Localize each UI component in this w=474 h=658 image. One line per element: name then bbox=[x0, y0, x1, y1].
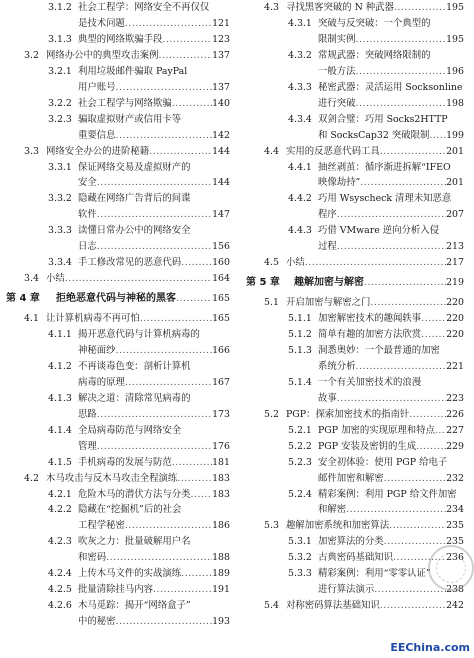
toc-entry-title: 巧借 VMware 逆向分析入侵 bbox=[318, 225, 439, 237]
toc-entry-number: 4.4.3 bbox=[288, 225, 312, 237]
dot-leader bbox=[370, 297, 446, 309]
toc-entry-title: 木马觅踪：揭开“网络盒子” bbox=[78, 600, 191, 612]
toc-entry-title: 日志 bbox=[78, 241, 97, 253]
toc-entry-number: 5.1.3 bbox=[288, 344, 312, 356]
dot-leader bbox=[305, 257, 446, 269]
toc-entry-number: 3.4 bbox=[24, 273, 39, 285]
toc-entry-title: 让计算机病毒不再可怕 bbox=[46, 313, 140, 325]
toc-page-number: 176 bbox=[212, 440, 230, 452]
toc-entry-title: 隐藏在网络广告背后的间谍 bbox=[78, 193, 191, 205]
toc-entry-number: 3.3.1 bbox=[48, 161, 72, 173]
toc-entry-title: 加密解密技术的趣闻轶事 bbox=[318, 313, 422, 325]
toc-entry-title: 中的秘密 bbox=[78, 616, 116, 628]
dot-leader bbox=[153, 584, 212, 596]
toc-entry-title: 保证网络交易及虚拟财产的 bbox=[78, 161, 191, 173]
toc-entry-number: 5.2.4 bbox=[288, 488, 312, 500]
dot-leader bbox=[394, 2, 446, 14]
toc-entry-number: 第 5 章 bbox=[246, 277, 280, 289]
toc-page-number: 173 bbox=[212, 408, 230, 420]
toc-entry-title: 寻找黑客突破的 N 种武器 bbox=[286, 2, 394, 13]
toc-page-number: 223 bbox=[446, 392, 464, 404]
toc-page-number: 137 bbox=[212, 81, 230, 93]
toc-entry-number: 3.3 bbox=[24, 145, 39, 157]
toc-entry-title: 简单有趣的加密方法欣赏 bbox=[318, 329, 422, 340]
toc-entry-title: PGP 安装及密钥的生成 bbox=[318, 440, 417, 452]
toc-entry-title: 社会工程学与网络欺骗 bbox=[78, 97, 172, 109]
toc-entry-title: 隐藏在“挖掘机”后的社会 bbox=[78, 504, 182, 516]
toc-entry-title: 用户账号 bbox=[78, 81, 116, 93]
toc-page-number: 213 bbox=[446, 241, 464, 253]
toc-entry-title: 工程学秘密 bbox=[78, 520, 125, 532]
toc-entry-title: 小结 bbox=[46, 273, 65, 285]
toc-entry-title: 进行突破 bbox=[318, 97, 356, 109]
toc-page-number: 142 bbox=[212, 129, 230, 141]
site-watermark: EEChina.com bbox=[390, 641, 470, 654]
dot-leader bbox=[384, 473, 446, 485]
dot-leader bbox=[191, 489, 213, 501]
dot-leader bbox=[421, 329, 446, 341]
dot-leader bbox=[106, 552, 212, 564]
toc-entry-title: 程序 bbox=[318, 209, 337, 221]
toc-entry-title: 骗取虚拟财产或信用卡等 bbox=[78, 113, 182, 125]
toc-page-number: 207 bbox=[446, 209, 464, 221]
toc-page-number: 188 bbox=[212, 552, 230, 564]
dot-leader bbox=[116, 616, 213, 628]
toc-entry-number: 4.1 bbox=[24, 313, 39, 325]
toc-entry-title: 映像劫持” bbox=[318, 177, 361, 189]
toc-page-number: 167 bbox=[212, 376, 230, 388]
dot-leader bbox=[181, 568, 212, 580]
dot-leader bbox=[384, 536, 446, 548]
toc-entry-number: 4.2.1 bbox=[48, 488, 72, 500]
toc-entry-title: 限制实例 bbox=[318, 33, 356, 45]
toc-entry-title: 实用的反恶意代码工具 bbox=[286, 145, 380, 157]
toc-page-number: 219 bbox=[446, 277, 464, 289]
toc-entry-number: 4.2.3 bbox=[48, 536, 72, 548]
toc-entry-title: 和解密 bbox=[318, 504, 347, 516]
dot-leader bbox=[380, 600, 446, 612]
dot-leader bbox=[162, 34, 212, 46]
toc-entry-number: 5.1.2 bbox=[288, 329, 312, 340]
toc-page-number: 226 bbox=[446, 408, 464, 420]
toc-entry-number: 5.1 bbox=[264, 297, 279, 309]
toc-entry-number: 4.1.2 bbox=[48, 360, 72, 372]
dot-leader bbox=[364, 277, 446, 289]
toc-page-number: 199 bbox=[446, 129, 464, 141]
dot-leader bbox=[337, 241, 446, 253]
toc-page-number: 165 bbox=[212, 293, 230, 305]
dot-leader bbox=[97, 241, 212, 253]
toc-entry-number: 3.2.2 bbox=[48, 97, 72, 109]
toc-entry-number: 3.3.4 bbox=[48, 257, 72, 269]
dot-leader bbox=[159, 50, 213, 62]
toc-page-number: 198 bbox=[446, 97, 464, 109]
toc-page-number: 193 bbox=[212, 616, 230, 628]
toc-page-number: 164 bbox=[212, 273, 230, 285]
toc-page-number: 238 bbox=[446, 584, 464, 596]
toc-page-number: 221 bbox=[446, 360, 464, 372]
toc-page-number: 232 bbox=[446, 472, 464, 484]
toc-entry-number: 4.2.2 bbox=[48, 504, 72, 516]
toc-entry-title: 进行算法演示 bbox=[318, 584, 375, 596]
dot-leader bbox=[356, 66, 447, 78]
toc-entry-number: 4.3.3 bbox=[288, 81, 312, 93]
toc-entry-number: 5.3 bbox=[264, 520, 279, 532]
toc-page-number: 183 bbox=[212, 488, 230, 500]
dot-leader bbox=[116, 82, 213, 94]
toc-entry-title: 社会工程学：网络安全不再仅仅 bbox=[78, 2, 210, 13]
toc-entry-title: 不再谈毒色变：剖析计算机 bbox=[78, 360, 191, 372]
toc-entry-title: 系统分析 bbox=[318, 360, 356, 372]
toc-page-number: 201 bbox=[446, 145, 464, 157]
toc-page-number: 234 bbox=[446, 504, 464, 516]
toc-entry-title: 上传木马文件的实战演练 bbox=[78, 568, 182, 580]
toc-entry-number: 3.3.2 bbox=[48, 193, 72, 205]
toc-entry-title: 小结 bbox=[286, 257, 305, 269]
toc-page-number: 144 bbox=[212, 145, 230, 157]
toc-entry-title: 批量清除挂马内容 bbox=[78, 584, 154, 596]
toc-entry-title: 巧用 Wsyscheck 清理未知恶意 bbox=[318, 193, 452, 205]
toc-entry-number: 4.3.2 bbox=[288, 49, 312, 61]
toc-entry-title: 一般方法 bbox=[318, 65, 356, 77]
toc-entry-title: 邮件加密和解密 bbox=[318, 472, 384, 484]
dot-leader bbox=[97, 409, 212, 421]
toc-entry-number: 4.2 bbox=[24, 472, 39, 484]
toc-entry-title: 利用垃圾邮件骗取 PayPal bbox=[78, 65, 188, 77]
toc-entry-title: 和密码 bbox=[78, 552, 107, 564]
dot-leader bbox=[356, 361, 447, 373]
dot-leader bbox=[337, 209, 446, 221]
toc-entry-title: PGP：探索加密技术的指南针 bbox=[286, 408, 410, 420]
toc-entry-number: 3.3.3 bbox=[48, 225, 72, 237]
dot-leader bbox=[140, 313, 212, 325]
toc-entry-title: 加密算法的分类 bbox=[318, 536, 384, 548]
dot-leader bbox=[356, 98, 447, 110]
dot-leader bbox=[429, 130, 446, 142]
toc-entry-title: 手机病毒的发展与防范 bbox=[78, 456, 172, 468]
toc-entry-title: 安全 bbox=[78, 177, 97, 189]
dot-leader bbox=[97, 441, 212, 453]
toc-entry-number: 5.2.3 bbox=[288, 456, 312, 468]
toc-entry-number: 4.1.3 bbox=[48, 392, 72, 404]
dot-leader bbox=[149, 146, 212, 158]
toc-entry-title: 趣解加密系统和加密算法 bbox=[286, 520, 390, 532]
dot-leader bbox=[125, 520, 212, 532]
toc-entry-title: 洞悉奥妙：一个最普通的加密 bbox=[318, 344, 440, 356]
toc-entry-number: 4.3 bbox=[264, 2, 279, 13]
toc-entry-number: 5.1.1 bbox=[288, 313, 312, 325]
toc-entry-title: 精彩案例：利用 PGP 给文件加密 bbox=[318, 488, 457, 500]
dot-leader bbox=[97, 177, 212, 189]
toc-entry-title: 是技术问题 bbox=[78, 17, 125, 29]
dot-leader bbox=[435, 425, 446, 437]
toc-entry-title: 全局病毒防范与网络安全 bbox=[78, 424, 182, 436]
toc-entry-number: 4.1.5 bbox=[48, 456, 72, 468]
toc-entry-title: 危险木马的潜伏方法与分类 bbox=[78, 488, 191, 500]
toc-page-number: 227 bbox=[446, 424, 464, 436]
toc-page-number: 181 bbox=[212, 456, 230, 468]
dot-leader bbox=[409, 409, 446, 421]
toc-page-number: 160 bbox=[212, 257, 230, 269]
toc-page-number: 201 bbox=[446, 177, 464, 189]
toc-page-number: 121 bbox=[212, 17, 230, 29]
toc-page-number: 186 bbox=[212, 520, 230, 532]
toc-entry-number: 4.4.1 bbox=[288, 161, 312, 173]
toc-page-number: 147 bbox=[212, 209, 230, 221]
toc-entry-title: 典型的网络欺骗手段 bbox=[78, 33, 163, 45]
toc-entry-title: 突破与反突破：一个典型的 bbox=[318, 17, 431, 29]
dot-leader bbox=[389, 520, 446, 532]
toc-entry-title: 管理 bbox=[78, 440, 97, 452]
dot-leader bbox=[97, 209, 212, 221]
toc-entry-title: 拒绝恶意代码与神秘的黑客 bbox=[56, 293, 176, 305]
toc-entry-number: 5.2.2 bbox=[288, 440, 312, 452]
toc-entry-number: 5.3.2 bbox=[288, 552, 312, 564]
toc-page-number: 166 bbox=[212, 344, 230, 356]
toc-entry-title: 病毒的原理 bbox=[78, 376, 125, 388]
toc-entry-number: 4.3.4 bbox=[288, 113, 312, 125]
toc-entry-number: 3.2.1 bbox=[48, 65, 72, 77]
toc-page-number: 235 bbox=[446, 536, 464, 548]
toc-entry-number: 4.1.4 bbox=[48, 424, 72, 436]
toc-entry-number: 4.2.5 bbox=[48, 584, 72, 596]
toc-entry-title: 秘密武器：灵活运用 Socksonline bbox=[318, 81, 463, 93]
toc-entry-title: 趣解加密与解密 bbox=[294, 277, 364, 289]
toc-entry-number: 3.1.2 bbox=[48, 2, 72, 13]
toc-entry-number: 第 4 章 bbox=[6, 293, 40, 305]
toc-entry-title: 古典密码基础知识 bbox=[318, 552, 394, 564]
dot-leader bbox=[116, 130, 213, 142]
dot-leader bbox=[360, 177, 446, 189]
toc-entry-title: 抽丝剥茧：循序渐进拆解“IFEO bbox=[318, 161, 451, 173]
toc-entry-title: 开启加密与解密之门 bbox=[286, 297, 371, 309]
dot-leader bbox=[172, 457, 212, 469]
toc-page-number: 165 bbox=[212, 313, 230, 325]
dot-leader bbox=[380, 146, 446, 158]
toc-entry-number: 4.2.4 bbox=[48, 568, 72, 580]
library-stamp bbox=[428, 545, 474, 591]
toc-entry-number: 4.1.1 bbox=[48, 329, 72, 340]
toc-page-number: 242 bbox=[446, 600, 464, 612]
toc-page-number: 236 bbox=[446, 552, 464, 564]
dot-leader bbox=[125, 377, 212, 389]
toc-page-number: 123 bbox=[212, 33, 230, 45]
toc-page-number: 195 bbox=[446, 33, 464, 45]
toc-entry-title: 揭开恶意代码与计算机病毒的 bbox=[78, 329, 200, 340]
toc-entry-title: 神秘面纱 bbox=[78, 344, 116, 356]
dot-leader bbox=[172, 98, 212, 110]
dot-leader bbox=[356, 34, 447, 46]
toc-entry-number: 3.2 bbox=[24, 49, 39, 61]
toc-page-number: 183 bbox=[212, 472, 230, 484]
toc-entry-number: 5.1.4 bbox=[288, 376, 312, 388]
toc-entry-title: 网络安全办公的进阶秘籍 bbox=[46, 145, 150, 157]
toc-entry-number: 4.4.2 bbox=[288, 193, 312, 205]
toc-entry-number: 3.1.3 bbox=[48, 33, 72, 45]
dot-leader bbox=[125, 18, 212, 30]
toc-page-number: 217 bbox=[446, 257, 464, 269]
toc-entry-number: 5.2 bbox=[264, 408, 279, 420]
toc-page-number: 191 bbox=[212, 584, 230, 596]
toc-page-number: 144 bbox=[212, 177, 230, 189]
dot-leader bbox=[176, 293, 212, 305]
dot-leader bbox=[421, 313, 446, 325]
toc-entry-title: 过程 bbox=[318, 241, 337, 253]
toc-entry-number: 3.2.3 bbox=[48, 113, 72, 125]
toc-entry-title: 手工修改常见的恶意代码 bbox=[78, 257, 182, 269]
toc-page-number: 196 bbox=[446, 65, 464, 77]
toc-page-number: 235 bbox=[446, 520, 464, 532]
dot-leader bbox=[177, 473, 212, 485]
toc-entry-number: 5.3.1 bbox=[288, 536, 312, 548]
toc-entry-title: 思路 bbox=[78, 408, 97, 420]
toc-entry-number: 4.3.1 bbox=[288, 17, 312, 29]
toc-entry-title: 安全初体验：使用 PGP 给电子 bbox=[318, 456, 448, 468]
toc-entry-title: 解决之道：清除常见病毒的 bbox=[78, 392, 191, 404]
toc-entry-number: 4.4 bbox=[264, 145, 279, 157]
toc-entry-title: 和 SocksCap32 突破限制 bbox=[318, 129, 430, 141]
toc-page-number: 229 bbox=[446, 440, 464, 452]
toc-page-number: 156 bbox=[212, 241, 230, 253]
toc-entry-number: 5.4 bbox=[264, 600, 279, 612]
toc-entry-title: 一个有关加密技术的浪漫 bbox=[318, 376, 422, 388]
toc-entry-title: 常规武器：突破网络限制的 bbox=[318, 49, 431, 61]
dot-leader bbox=[181, 257, 212, 269]
toc-entry-title: 双剑合璧：巧用 Socks2HTTP bbox=[318, 113, 448, 125]
toc-entry-title: 吹灰之力：批量破解用户名 bbox=[78, 536, 191, 548]
toc-entry-title: 软件 bbox=[78, 209, 97, 221]
toc-entry-number: 5.2.1 bbox=[288, 424, 312, 436]
toc-entry-title: 故事 bbox=[318, 392, 337, 404]
toc-entry-title: 对称密码算法基础知识 bbox=[286, 600, 380, 612]
toc-entry-title: PGP 加密的实现原理和特点 bbox=[318, 424, 435, 436]
toc-page-number: 220 bbox=[446, 313, 464, 325]
toc-page-number: 220 bbox=[446, 297, 464, 309]
toc-entry-title: 精彩案例：利用“零零认证” bbox=[318, 568, 431, 580]
toc-entry-number: 5.3.3 bbox=[288, 568, 312, 580]
dot-leader bbox=[116, 345, 213, 357]
toc-entry-title: 读懂日常办公中的网络安全 bbox=[78, 225, 191, 237]
toc-page-number: 189 bbox=[212, 568, 230, 580]
toc-page-number: 220 bbox=[446, 329, 464, 340]
dot-leader bbox=[416, 441, 446, 453]
toc-entry-number: 4.2.6 bbox=[48, 600, 72, 612]
toc-entry-title: 木马攻击与反木马攻击全程演练 bbox=[46, 472, 178, 484]
toc-entry-title: 网络办公中的典型攻击案例 bbox=[46, 49, 159, 61]
dot-leader bbox=[346, 504, 446, 516]
toc-page-number: 195 bbox=[446, 2, 464, 13]
toc-entry-number: 4.5 bbox=[264, 257, 279, 269]
toc-page-number: 137 bbox=[212, 49, 230, 61]
dot-leader bbox=[337, 393, 446, 405]
toc-page-number: 140 bbox=[212, 97, 230, 109]
dot-leader bbox=[65, 273, 212, 285]
dot-leader bbox=[374, 584, 446, 596]
toc-entry-title: 重要信息 bbox=[78, 129, 116, 141]
